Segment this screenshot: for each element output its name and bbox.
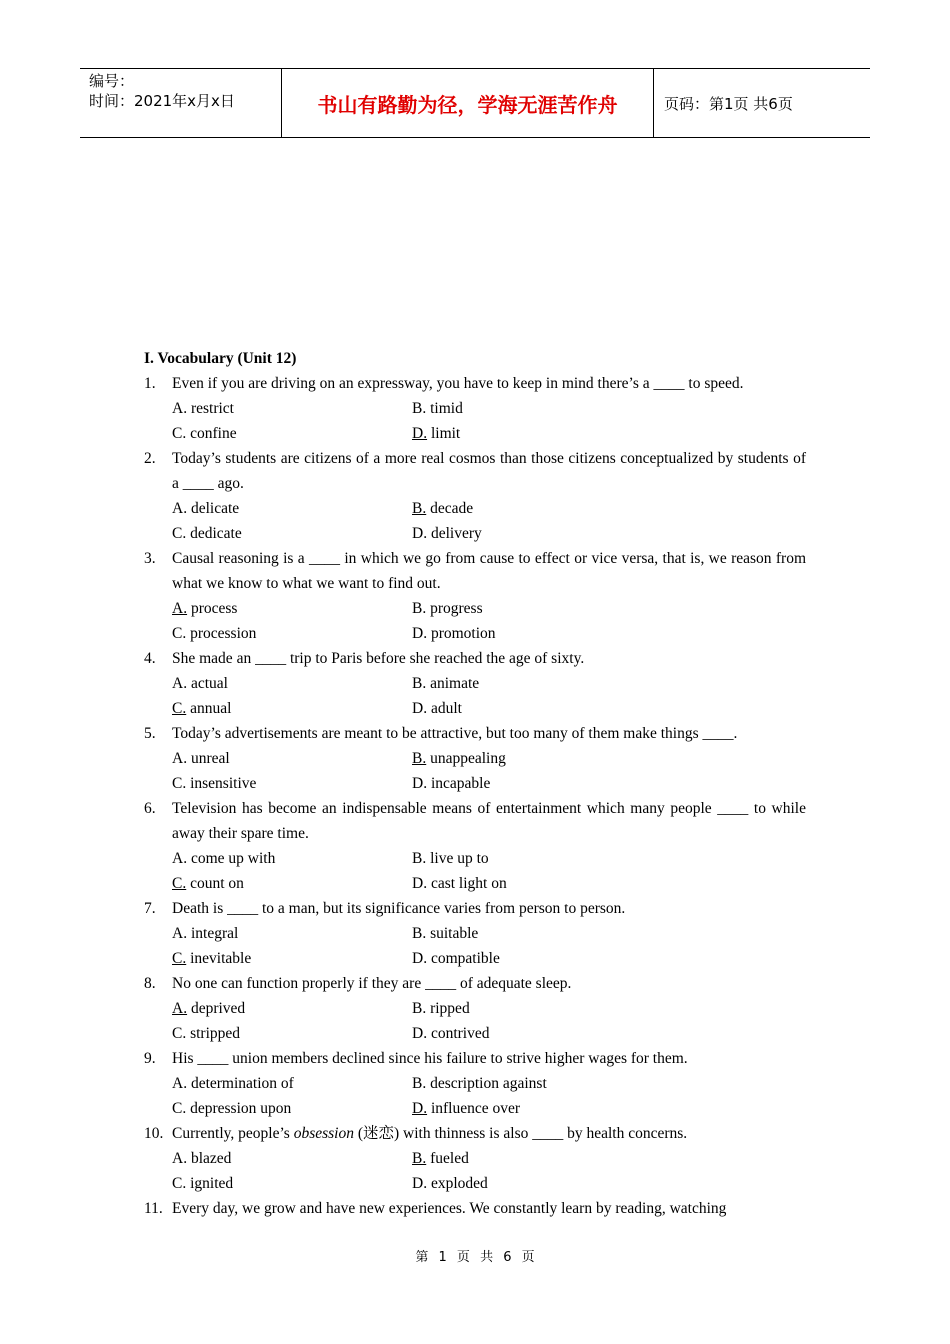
footer-ye2: 页 <box>521 1250 535 1265</box>
option-text: influence over <box>430 1100 521 1117</box>
option-text: delicate <box>190 500 240 517</box>
question-text-part: (迷恋) with thinness is also ____ by health concerns. <box>353 1125 688 1142</box>
question <box>144 646 806 721</box>
option-letter-correct: C. <box>172 700 187 717</box>
option-row <box>144 921 806 946</box>
option-letter: C. <box>172 625 187 642</box>
question-number: 9. <box>144 1050 156 1067</box>
option-letter: D. <box>412 525 428 542</box>
option-letter: B. <box>412 1075 427 1092</box>
option-text: cast light on <box>430 875 507 892</box>
question-stem <box>144 546 806 596</box>
option-text: limit <box>430 425 461 442</box>
option-letter: A. <box>172 500 188 517</box>
option-text: unreal <box>190 750 230 767</box>
question-stem <box>144 371 806 396</box>
question <box>144 971 806 1046</box>
answer-option <box>412 396 652 421</box>
option-text: delivery <box>430 525 482 542</box>
number-label: 编号： <box>89 72 135 90</box>
question-text: His ____ union members declined since his failure to strive higher wages for them. <box>172 1050 688 1067</box>
option-text: progress <box>430 600 483 617</box>
option-letter: B. <box>412 675 427 692</box>
option-row <box>144 1071 806 1096</box>
option-text: ignited <box>190 1175 234 1192</box>
option-text: actual <box>190 675 228 692</box>
answer-option <box>172 421 412 446</box>
option-text: integral <box>190 925 239 942</box>
option-text: suitable <box>430 925 479 942</box>
option-text: process <box>190 600 238 617</box>
option-text: deprived <box>190 1000 246 1017</box>
answer-option <box>412 1071 652 1096</box>
motto: 书山有路勤为径，学海无涯苦作舟 <box>317 92 618 117</box>
question-stem <box>144 1046 806 1071</box>
question-number: 11. <box>144 1200 163 1217</box>
question-text: Today’s students are citizens of a more real cosmos than those citizens conceptualized by students of a ____ ago. <box>172 450 806 492</box>
question-number: 7. <box>144 900 156 917</box>
option-letter: D. <box>412 1175 428 1192</box>
option-text: live up to <box>430 850 489 867</box>
answer-option <box>172 696 412 721</box>
answer-option <box>172 1171 412 1196</box>
page-label: 页码：第1页 共6页 <box>664 94 793 113</box>
option-letter: B. <box>412 850 427 867</box>
question-text: Every day, we grow and have new experiences. We constantly learn by reading, watching <box>172 1200 727 1217</box>
answer-option <box>412 496 652 521</box>
question-stem <box>144 896 806 921</box>
footer-gong: 共 <box>480 1250 494 1265</box>
option-row <box>144 1096 806 1121</box>
answer-option <box>412 946 652 971</box>
question <box>144 1046 806 1121</box>
option-text: inevitable <box>190 950 252 967</box>
option-letter-correct: A. <box>172 600 188 617</box>
question <box>144 1196 806 1221</box>
option-letter: B. <box>412 400 427 417</box>
answer-option <box>172 521 412 546</box>
answer-option <box>412 1146 652 1171</box>
answer-option <box>172 1021 412 1046</box>
answer-option <box>412 871 652 896</box>
option-letter: B. <box>412 600 427 617</box>
question-number: 5. <box>144 725 156 742</box>
answer-option <box>172 921 412 946</box>
option-row <box>144 996 806 1021</box>
answer-option <box>172 671 412 696</box>
question-text <box>172 1121 806 1146</box>
option-letter-correct: B. <box>412 1150 427 1167</box>
page-footer <box>0 1246 950 1265</box>
answer-option <box>412 696 652 721</box>
option-text: blazed <box>190 1150 232 1167</box>
option-row <box>144 596 806 621</box>
option-letter-correct: C. <box>172 875 187 892</box>
option-letter-correct: B. <box>412 500 427 517</box>
answer-option <box>412 1096 652 1121</box>
page-header <box>80 68 870 138</box>
answer-option <box>412 621 652 646</box>
option-letter: D. <box>412 950 428 967</box>
option-letter-correct: D. <box>412 1100 428 1117</box>
option-text: decade <box>430 500 474 517</box>
footer-ye: 页 <box>456 1250 470 1265</box>
answer-option <box>172 871 412 896</box>
option-letter: D. <box>412 875 428 892</box>
option-letter-correct: D. <box>412 425 428 442</box>
question-stem <box>144 971 806 996</box>
question-number: 4. <box>144 650 156 667</box>
option-text: determination of <box>190 1075 294 1092</box>
answer-option <box>172 996 412 1021</box>
option-row <box>144 946 806 971</box>
question-number: 8. <box>144 975 156 992</box>
question <box>144 896 806 971</box>
option-letter: A. <box>172 925 188 942</box>
question-text: Today’s advertisements are meant to be attractive, but too many of them make things ____. <box>172 725 738 742</box>
answer-option <box>412 671 652 696</box>
question-text-part: Currently, people’s <box>172 1125 294 1142</box>
option-row <box>144 771 806 796</box>
option-letter-correct: B. <box>412 750 427 767</box>
option-text: dedicate <box>190 525 242 542</box>
answer-option <box>412 421 652 446</box>
option-row <box>144 496 806 521</box>
question-text: Causal reasoning is a ____ in which we go from cause to effect or vice versa, that is, we reason from what we know to what we want to find out. <box>172 550 806 592</box>
question-stem <box>144 721 806 746</box>
question-text: She made an ____ trip to Paris before she reached the age of sixty. <box>172 650 585 667</box>
question-stem <box>144 1196 806 1221</box>
option-text: unappealing <box>430 750 506 767</box>
option-text: timid <box>430 400 463 417</box>
answer-option <box>172 621 412 646</box>
option-letter: D. <box>412 1025 428 1042</box>
footer-total-pages: 6 <box>503 1250 512 1265</box>
option-row <box>144 521 806 546</box>
option-text: ripped <box>430 1000 470 1017</box>
answer-option <box>172 846 412 871</box>
option-text: animate <box>430 675 480 692</box>
option-text: adult <box>430 700 462 717</box>
question-number: 3. <box>144 550 156 567</box>
option-text: count on <box>190 875 244 892</box>
option-letter: C. <box>172 1175 187 1192</box>
option-row <box>144 1021 806 1046</box>
footer-di: 第 <box>415 1250 429 1265</box>
answer-option <box>172 946 412 971</box>
question <box>144 446 806 546</box>
answer-option <box>172 746 412 771</box>
question <box>144 796 806 896</box>
question-number: 10. <box>144 1125 164 1142</box>
question-text-italic: obsession <box>293 1125 354 1142</box>
question-number: 6. <box>144 800 156 817</box>
answer-option <box>172 1071 412 1096</box>
question-text: Death is ____ to a man, but its significance varies from person to person. <box>172 900 626 917</box>
option-row <box>144 671 806 696</box>
option-text: depression upon <box>190 1100 292 1117</box>
answer-option <box>172 496 412 521</box>
option-letter: D. <box>412 625 428 642</box>
option-letter: B. <box>412 1000 427 1017</box>
option-letter: A. <box>172 1150 188 1167</box>
answer-option <box>412 846 652 871</box>
option-row <box>144 1171 806 1196</box>
option-text: incapable <box>430 775 491 792</box>
option-row <box>144 746 806 771</box>
answer-option <box>412 746 652 771</box>
option-letter: A. <box>172 400 188 417</box>
option-row <box>144 396 806 421</box>
option-letter: C. <box>172 1100 187 1117</box>
answer-option <box>172 771 412 796</box>
question-stem <box>144 446 806 496</box>
option-row <box>144 421 806 446</box>
question-list <box>144 371 806 1221</box>
answer-option <box>412 996 652 1021</box>
option-letter: A. <box>172 750 188 767</box>
option-text: compatible <box>430 950 500 967</box>
option-text: annual <box>190 700 232 717</box>
question-text: Television has become an indispensable means of entertainment which many people ____ to while away their spare time. <box>172 800 806 842</box>
option-text: description against <box>430 1075 547 1092</box>
option-letter: D. <box>412 700 428 717</box>
document-body <box>144 346 806 1221</box>
answer-option <box>172 396 412 421</box>
option-text: exploded <box>430 1175 488 1192</box>
footer-page-number: 1 <box>438 1250 447 1265</box>
option-letter-correct: A. <box>172 1000 188 1017</box>
option-text: insensitive <box>190 775 257 792</box>
header-page-cell <box>654 69 870 137</box>
option-row <box>144 871 806 896</box>
option-letter: B. <box>412 925 427 942</box>
option-letter: C. <box>172 1025 187 1042</box>
option-row <box>144 846 806 871</box>
answer-option <box>412 521 652 546</box>
option-row <box>144 1146 806 1171</box>
question-stem <box>144 1121 806 1146</box>
answer-option <box>172 1096 412 1121</box>
question-stem <box>144 796 806 846</box>
time-label: 时间：2021年x月x日 <box>89 92 235 110</box>
option-letter: D. <box>412 775 428 792</box>
question <box>144 1121 806 1196</box>
option-text: confine <box>190 425 237 442</box>
option-text: come up with <box>190 850 276 867</box>
option-text: stripped <box>190 1025 241 1042</box>
option-letter: A. <box>172 850 188 867</box>
section-title: I. Vocabulary (Unit 12) <box>144 350 297 367</box>
option-text: procession <box>190 625 257 642</box>
answer-option <box>412 1021 652 1046</box>
option-letter: C. <box>172 425 187 442</box>
question <box>144 546 806 646</box>
answer-option <box>172 596 412 621</box>
option-letter: A. <box>172 1075 188 1092</box>
header-info-cell <box>80 69 282 137</box>
question-text: No one can function properly if they are ____ of adequate sleep. <box>172 975 572 992</box>
answer-option <box>412 771 652 796</box>
question-text: Even if you are driving on an expressway, you have to keep in mind there’s a ____ to speed. <box>172 375 744 392</box>
answer-option <box>412 596 652 621</box>
header-motto-cell <box>282 69 654 137</box>
option-text: contrived <box>430 1025 490 1042</box>
answer-option <box>412 1171 652 1196</box>
option-row <box>144 696 806 721</box>
question <box>144 721 806 796</box>
option-letter: A. <box>172 675 188 692</box>
question <box>144 371 806 446</box>
option-letter: C. <box>172 775 187 792</box>
option-text: restrict <box>190 400 234 417</box>
option-row <box>144 621 806 646</box>
option-letter-correct: C. <box>172 950 187 967</box>
answer-option <box>172 1146 412 1171</box>
answer-option <box>412 921 652 946</box>
question-stem <box>144 646 806 671</box>
option-text: fueled <box>430 1150 469 1167</box>
question-number: 2. <box>144 450 156 467</box>
option-text: promotion <box>430 625 496 642</box>
question-number: 1. <box>144 375 156 392</box>
option-letter: C. <box>172 525 187 542</box>
